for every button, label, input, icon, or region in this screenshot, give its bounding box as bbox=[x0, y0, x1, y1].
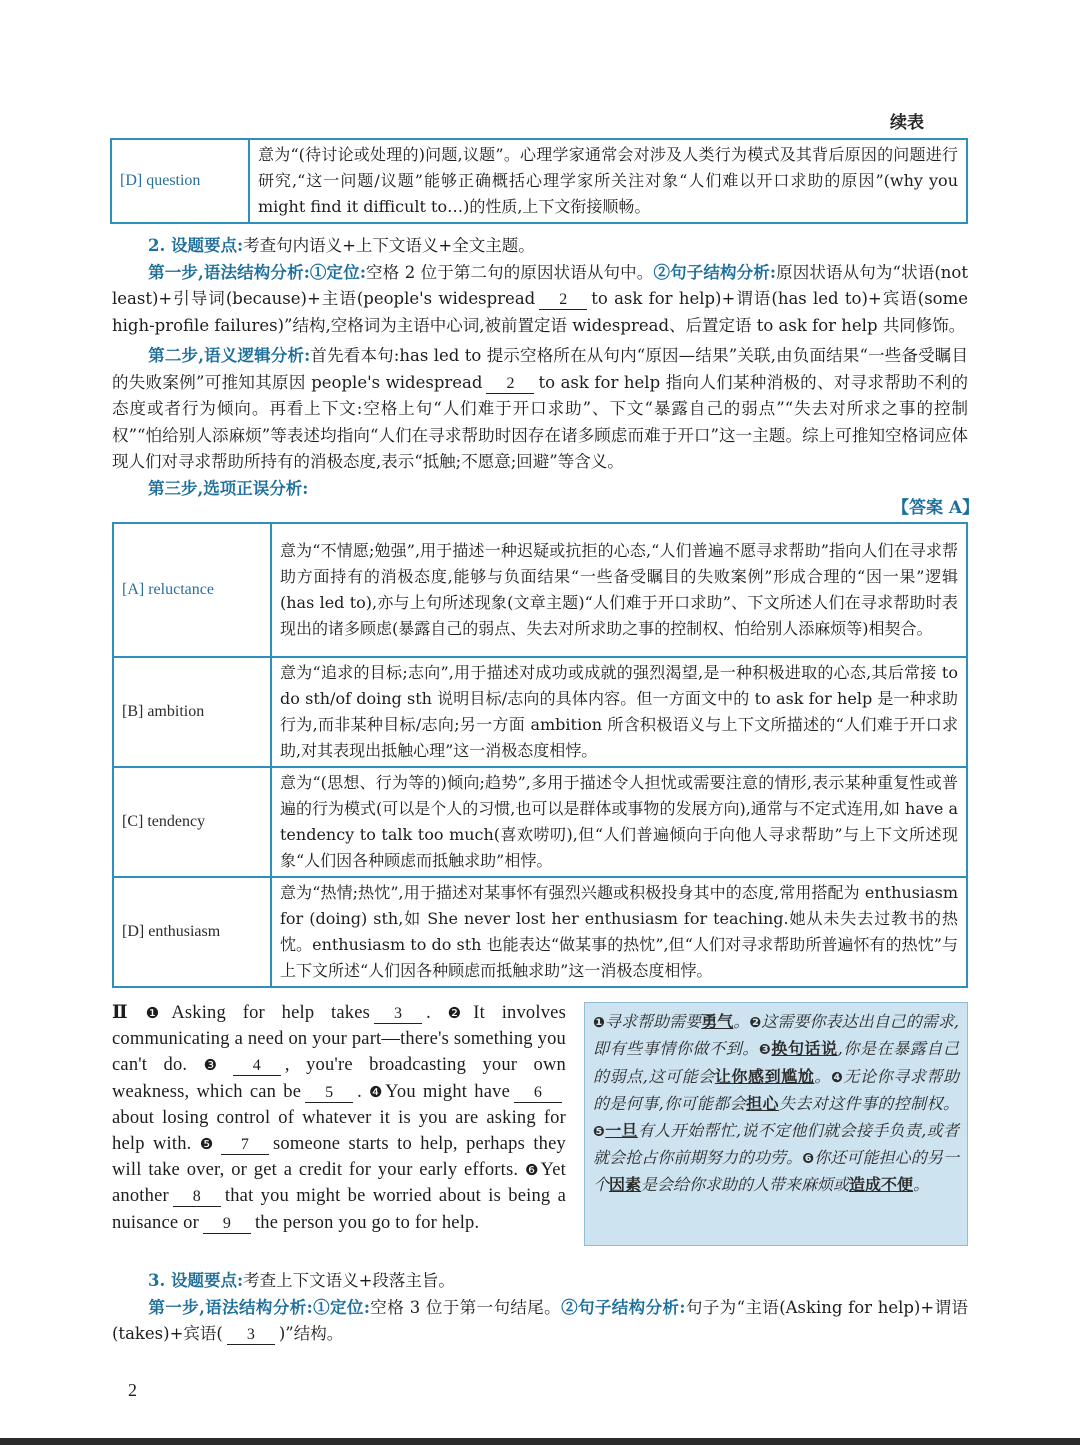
keyword: 勇气 bbox=[701, 1012, 734, 1031]
translation-text: 有人开始帮忙,说不定他们就会接手负责,或者就会抢占你前期努力的功劳。 bbox=[593, 1120, 959, 1168]
blank-6: 6 bbox=[514, 1084, 562, 1103]
q2-step1 bbox=[112, 260, 968, 340]
translation-text: 无论你寻求帮助的是何事,你可能都会 bbox=[593, 1066, 959, 1114]
blank-2: 2 bbox=[486, 375, 534, 394]
sentence-text: about losing control of whatever it is you are asking for help with. bbox=[112, 1107, 566, 1155]
option-label: [A] reluctance bbox=[113, 523, 271, 657]
top-table bbox=[110, 138, 968, 224]
keyword: 让你感到尴尬 bbox=[714, 1066, 815, 1086]
sentence-text: that you might be worried about is being a nuisance or bbox=[112, 1186, 566, 1233]
blank-9: 9 bbox=[203, 1215, 251, 1234]
q2-step3 bbox=[112, 476, 968, 503]
q3-heading-text: 考查上下文语义+段落主旨。 bbox=[243, 1271, 455, 1290]
q2-struct-text-b: to ask for help)+谓语(has led to)+宾语(some high-profile failures)”结构,空格词为主语中心词,被前置定语 widespread、后置定语 to ask for help 共同修饰。 bbox=[112, 289, 969, 335]
answer-label: 【答案 A】 bbox=[892, 498, 980, 518]
q2-heading: 2. 设题要点: bbox=[148, 236, 244, 255]
sentence-number: ❻ bbox=[802, 1151, 815, 1168]
sentence-number: ❶ bbox=[145, 1004, 172, 1022]
option-label: [B] ambition bbox=[113, 657, 271, 767]
blank-2: 2 bbox=[539, 291, 587, 310]
table-row bbox=[113, 657, 967, 767]
sentence-text: Asking for help takes bbox=[171, 1003, 371, 1023]
q2-step1-label: 第一步,语法结构分析: bbox=[148, 262, 310, 282]
sentence-number: ❶ bbox=[593, 1015, 605, 1031]
q2-struct-label: ②句子结构分析: bbox=[653, 262, 776, 282]
keyword: 担心 bbox=[746, 1094, 779, 1114]
q2-step2-text-a: 首先看本句:has led to 提示空格所在从句内“原因—结果”关联,由负面结果“一些备受瞩目的失败案例”可推知其原因 people's widespread bbox=[112, 346, 968, 392]
q3-struct-text-b: )”结构。 bbox=[278, 1324, 344, 1343]
blank-5: 5 bbox=[305, 1084, 353, 1103]
q3-struct-text-a: 句子为“主语(Asking for help)+谓语(takes)+宾语( bbox=[112, 1297, 968, 1343]
sentence-number: ❸ bbox=[758, 1042, 772, 1059]
translation-box bbox=[584, 1002, 968, 1246]
q3-step1-label: 第一步,语法结构分析: bbox=[148, 1297, 313, 1317]
keyword: 造成不便 bbox=[849, 1175, 914, 1195]
sentence-text: Yet another bbox=[112, 1160, 566, 1207]
translation-text: 这需要你表达出自己的需求,即有些事情你做不到。 bbox=[593, 1012, 959, 1059]
blank-7: 7 bbox=[221, 1136, 269, 1155]
keyword: 一旦 bbox=[605, 1120, 638, 1140]
q3-heading: 3. 设题要点: bbox=[148, 1271, 244, 1290]
sentence-text: It involves communicating a need on your part—there's something you can't do. bbox=[112, 1003, 566, 1076]
keyword: 换句话说 bbox=[771, 1039, 838, 1059]
sentence-number: ❻ bbox=[524, 1161, 541, 1180]
blank-3: 3 bbox=[227, 1326, 275, 1345]
q2-heading-line bbox=[112, 233, 968, 260]
table-row bbox=[111, 139, 967, 223]
q2-step2-label: 第二步,语义逻辑分析: bbox=[148, 346, 311, 365]
q2-heading-text: 考查句内语义+上下文语义+全文主题。 bbox=[243, 236, 535, 255]
option-label: [D] enthusiasm bbox=[113, 877, 271, 987]
q2-step3-label: 第三步,选项正误分析: bbox=[148, 478, 309, 498]
q2-step2 bbox=[112, 343, 968, 476]
q3-loc-text: 空格 3 位于第一句结尾。 bbox=[369, 1297, 562, 1317]
q2-analysis bbox=[112, 233, 968, 502]
translation-text: 。 bbox=[913, 1175, 930, 1195]
translation-text: 是会给你求助的人带来麻烦或 bbox=[641, 1175, 850, 1195]
q3-analysis bbox=[112, 1268, 968, 1348]
blank-8: 8 bbox=[173, 1188, 221, 1207]
option-explanation: 意为“追求的目标;志向”,用于描述对成功或成就的强烈渴望,是一种积极进取的心态,其后常接 to do sth/of doing sth 说明目标/志向的具体内容。但一方面文中的 to ask for help 是一种求助行为,而非某种目标/志向;另一方面 ambition 所含积极语义与上下文所描述的“人们难于开口求助,对其表现出抵触心理”这一消极态度相悖。 bbox=[271, 657, 967, 767]
sentence-text: the person you go to for help. bbox=[254, 1212, 480, 1233]
passage-paragraph: Ⅱ ❶Asking for help takes 3 . ❷It involves communicating a need on your part—there's something you can't do. ❸ 4 , you're broadcasting your own weakness, which can be 5 . ❹You might have 6about losing control of whatever it is you are asking for help with. ❺ 7 someone starts to help, perhaps they will take over, or get a credit for your early efforts. ❻Yet another 8 that you might be worried about is being a nuisance or 9 the person you go to for help. bbox=[112, 1003, 566, 1233]
sentence-number: ❸ bbox=[203, 1056, 229, 1075]
translation-text: 。 bbox=[814, 1066, 831, 1086]
sentence-text: , you're broadcasting your own weakness, which can be bbox=[112, 1055, 566, 1102]
sentence-number: ❷ bbox=[447, 1004, 474, 1022]
continued-label: 续表 bbox=[890, 113, 924, 132]
sentence-number: ❹ bbox=[369, 1082, 386, 1101]
q2-struct-text-a: 原因状语从句为“状语(not least)+引导词(because)+主语(people's widespread bbox=[112, 262, 968, 308]
q2-loc-label: ①定位: bbox=[309, 262, 366, 282]
translation-text: 寻求帮助需要 bbox=[604, 1012, 702, 1031]
sentence-text: You might have bbox=[385, 1081, 511, 1102]
table-row bbox=[113, 877, 967, 987]
option-explanation: 意为“(思想、行为等的)倾向;趋势”,多用于描述令人担忧或需要注意的情形,表示某种重复性或普遍的行为模式(可以是个人的习惯,也可以是群体或事物的发展方向),通常与不定式连用,如 have a tendency to talk too much(喜欢唠叨),但“人们普遍倾向于向他人寻求帮助”与上下文所述现象“人们因各种顾虑而抵触求助”相悖。 bbox=[271, 767, 967, 877]
translation-text: 你还可能担心的另一个 bbox=[593, 1148, 959, 1195]
blank-3: 3 bbox=[374, 1005, 422, 1024]
blank-4: 4 bbox=[233, 1057, 281, 1076]
q3-heading-line bbox=[112, 1268, 968, 1295]
option-explanation: 意为“不情愿;勉强”,用于描述一种迟疑或抗拒的心态,“人们普遍不愿寻求帮助”指向人们在寻求帮助方面持有的消极态度,能够与负面结果“一些备受瞩目的失败案例”形成合理的“因一果”逻辑(has led to),亦与上句所述现象(文章主题)“人们难于开口求助”、下文所述人们在寻求帮助时表现出的诸多顾虑(暴露自己的弱点、失去对所求助之事的控制权、怕给别人添麻烦等)相契合。 bbox=[271, 523, 967, 657]
sentence-number: ❺ bbox=[593, 1123, 606, 1140]
options-table bbox=[112, 522, 968, 988]
option-explanation: 意为“(待讨论或处理的)问题,议题”。心理学家通常会对涉及人类行为模式及其背后原因的问题进行研究,“这一问题/议题”能够正确概括心理学家所关注对象“人们难以开口求助的原因”(why you might find it difficult to…)的性质,上下文衔接顺畅。 bbox=[249, 139, 967, 223]
sentence-text: someone starts to help, perhaps they will take over, or get a credit for your early efforts. bbox=[112, 1134, 566, 1181]
table-row bbox=[113, 767, 967, 877]
option-label: [D] question bbox=[111, 139, 249, 223]
translation-text: 失去对这件事的控制权。 bbox=[778, 1094, 959, 1114]
q3-loc-label: ①定位: bbox=[312, 1297, 370, 1317]
translation-text: 。 bbox=[733, 1012, 750, 1031]
q2-loc-text: 空格 2 位于第二句的原因状语从句中。 bbox=[365, 262, 654, 282]
sentence-number: ❺ bbox=[199, 1135, 218, 1154]
sentence-number: ❷ bbox=[749, 1015, 762, 1031]
page-number: 2 bbox=[128, 1380, 137, 1400]
q3-step1 bbox=[112, 1295, 968, 1348]
sentence-number: ❹ bbox=[830, 1069, 844, 1086]
q2-step2-text-b: to ask for help 指向人们某种消极的、对寻求帮助不利的态度或者行为倾向。再看上下文:空格上句“人们难于开口求助”、下文“暴露自己的弱点”“失去对所求之事的控制权”“怕给别人添麻烦”等表述均指向“人们在寻求帮助时因存在诸多顾虑而难于开口”这一主题。综上可推知空格词应体现人们对寻求帮助所持有的消极态度,表示“抵触;不愿意;回避”等含义。 bbox=[112, 372, 968, 471]
paragraph-number: Ⅱ bbox=[112, 1003, 140, 1023]
bottom-border bbox=[0, 1438, 1080, 1445]
option-explanation: 意为“热情;热忱”,用于描述对某事怀有强烈兴趣或积极投身其中的态度,常用搭配为 enthusiasm for (doing) sth,如 She never lost her enthusiasm for teaching.她从未失去过教书的热忱。enthusiasm to do sth 也能表达“做某事的热忱”,但“人们对寻求帮助所普遍怀有的热忱”与上下文所述“人们因各种顾虑而抵触求助”这一消极态度相悖。 bbox=[271, 877, 967, 987]
table-row bbox=[113, 523, 967, 657]
q3-struct-label: ②句子结构分析: bbox=[561, 1297, 686, 1317]
keyword: 因素 bbox=[609, 1175, 642, 1195]
translation-text: ,你是在暴露自己的弱点,这可能会 bbox=[593, 1039, 959, 1086]
option-label: [C] tendency bbox=[113, 767, 271, 877]
